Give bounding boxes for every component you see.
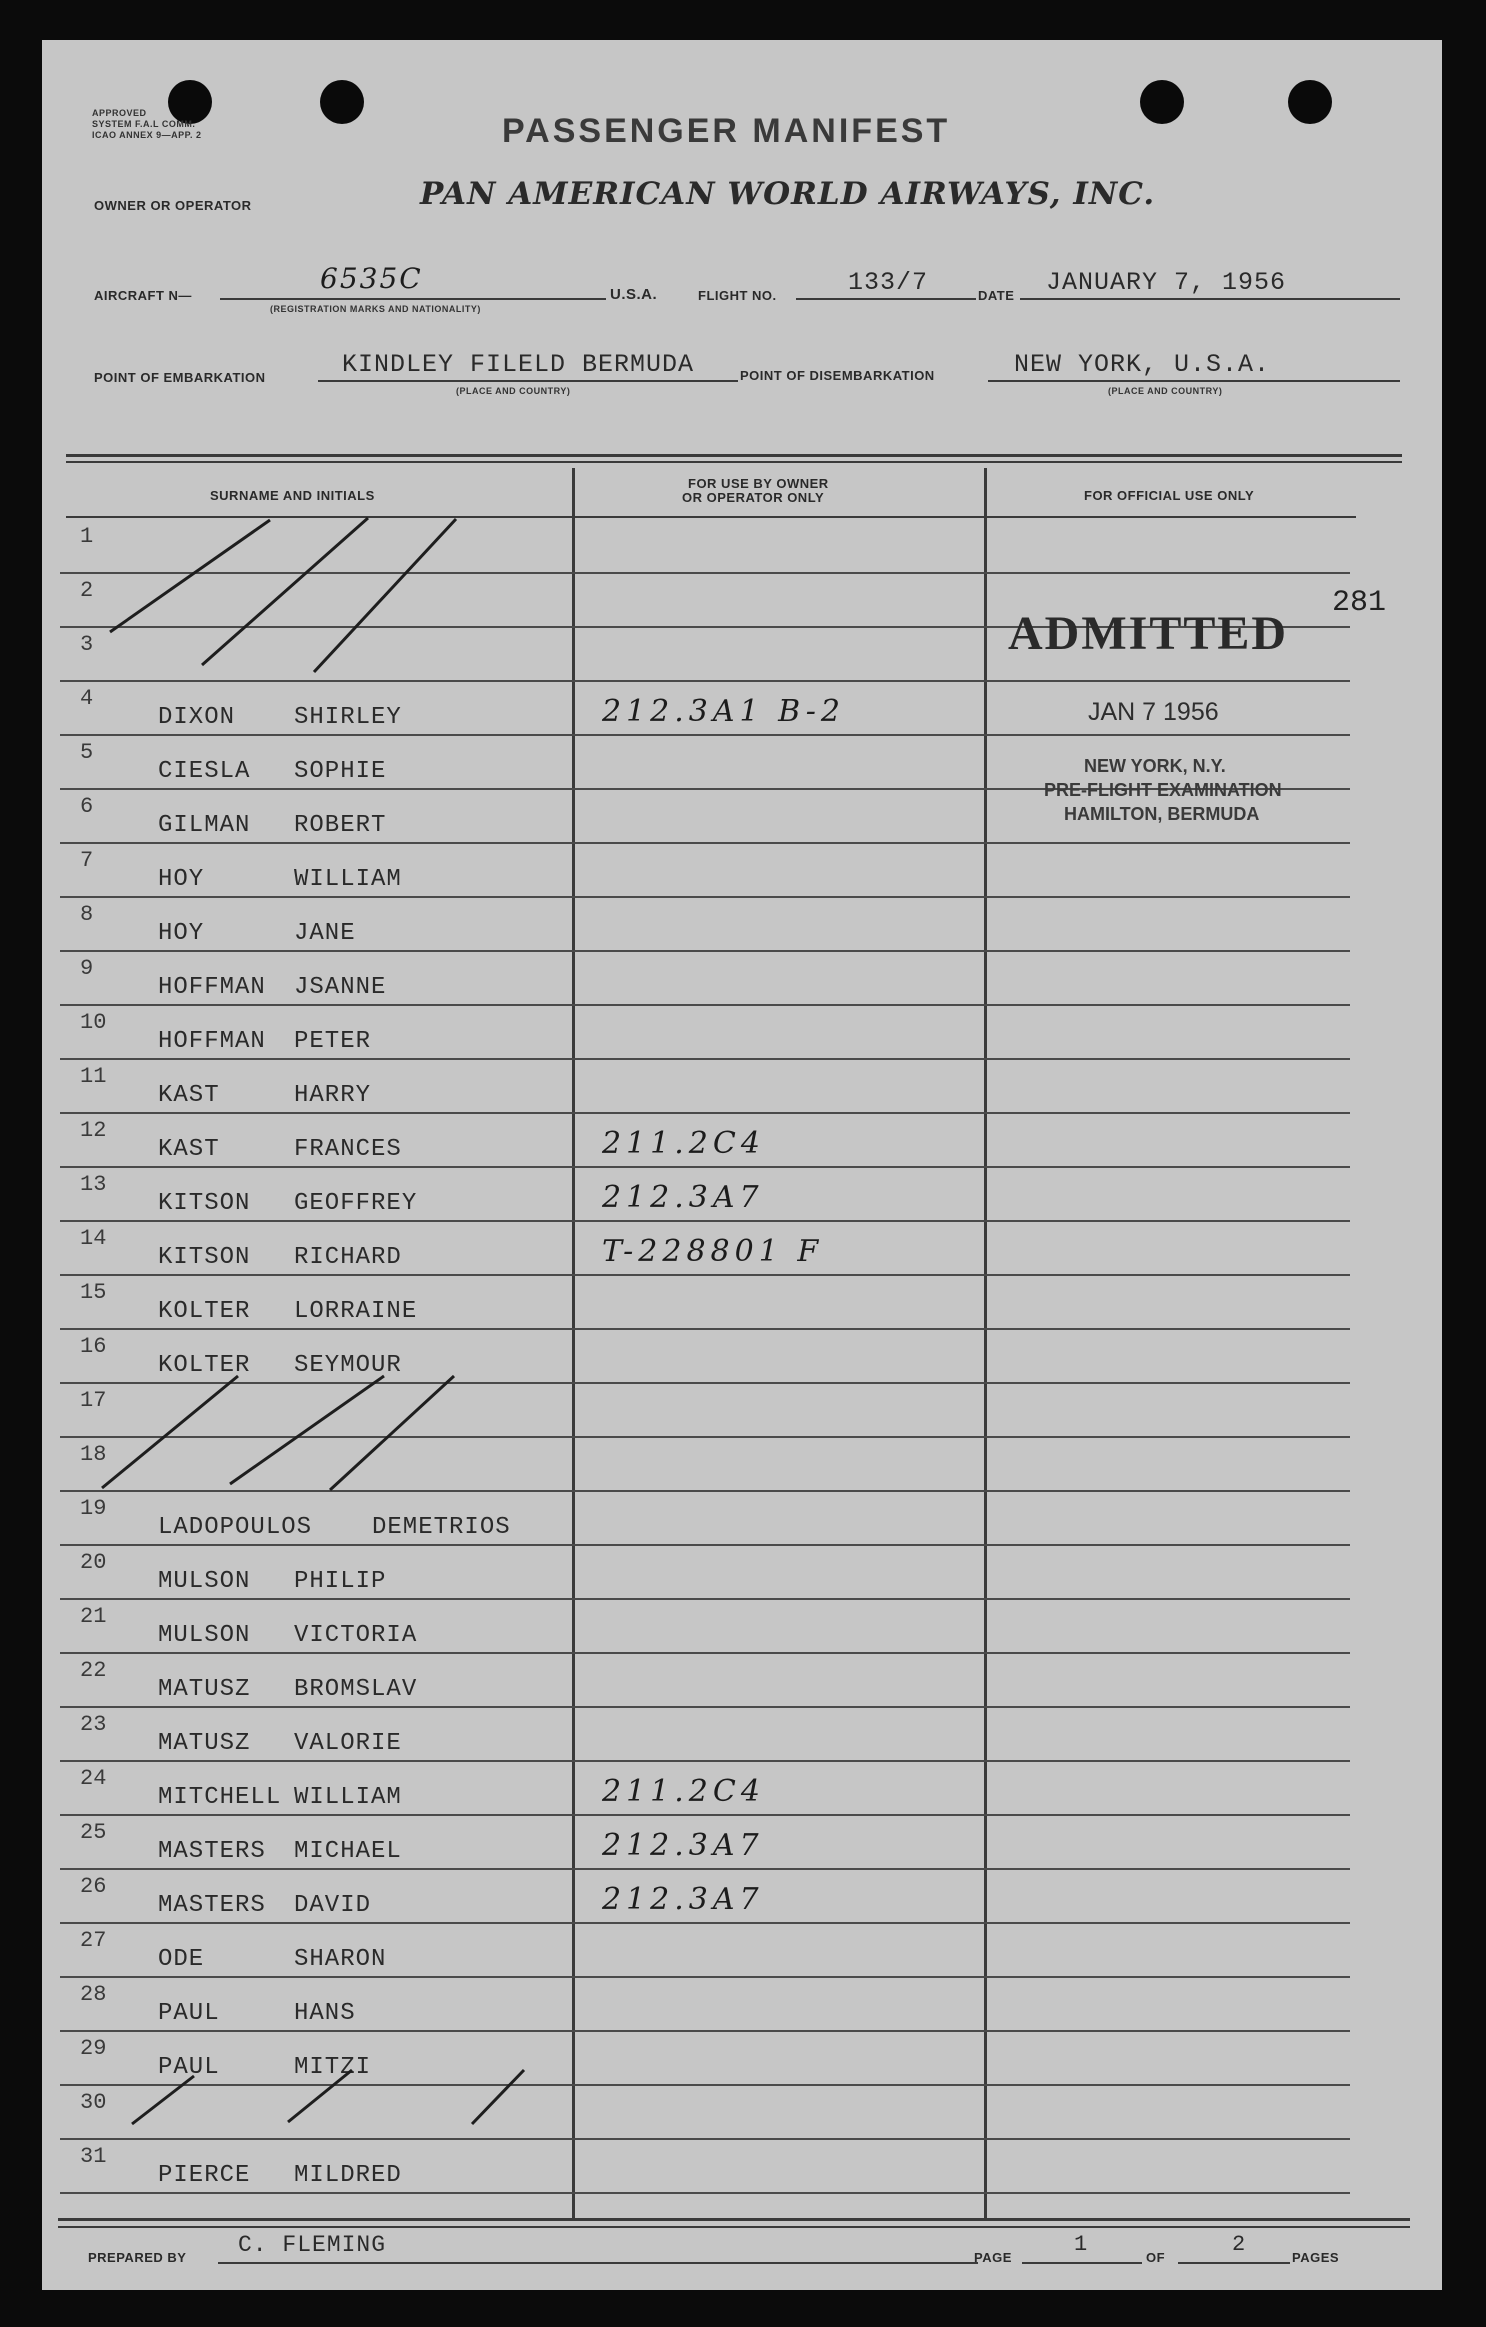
passenger-given-name: ROBERT	[294, 812, 387, 839]
strike-mark	[102, 1376, 238, 1488]
prepared-underline	[218, 2262, 978, 2264]
passenger-given-name: VALORIE	[294, 1730, 402, 1757]
passenger-surname: MULSON	[158, 1622, 251, 1649]
passenger-given-name: MICHAEL	[294, 1838, 402, 1865]
row-number: 8	[80, 902, 94, 927]
row-number: 17	[80, 1388, 107, 1413]
row-number: 21	[80, 1604, 107, 1629]
passenger-given-name: VICTORIA	[294, 1622, 418, 1649]
passenger-given-name: MITZI	[294, 2054, 372, 2081]
row-number: 6	[80, 794, 94, 819]
stamp-line-2: PRE-FLIGHT EXAMINATION	[1044, 780, 1282, 800]
approval-line-3: ICAO ANNEX 9—APP. 2	[92, 130, 202, 140]
stamp-date: JAN 7 1956	[1088, 698, 1219, 726]
date-value: JANUARY 7, 1956	[1046, 268, 1287, 297]
strike-mark	[288, 2070, 352, 2122]
embark-label: POINT OF EMBARKATION	[94, 370, 266, 385]
owner-value: PAN AMERICAN WORLD AIRWAYS, INC.	[420, 176, 1156, 212]
strike-mark	[230, 1376, 384, 1484]
strike-mark	[132, 2076, 194, 2124]
passenger-given-name: BROMSLAV	[294, 1676, 418, 1703]
approval-line-2: SYSTEM F.A.L COMM.	[92, 119, 196, 129]
owner-use-entry: 212.3A1 B-2	[602, 694, 845, 729]
row-number: 27	[80, 1928, 107, 1953]
row-number: 20	[80, 1550, 107, 1575]
passenger-given-name: FRANCES	[294, 1136, 402, 1163]
owner-use-entry: 212.3A7	[602, 1828, 764, 1863]
row-number: 29	[80, 2036, 107, 2061]
pages-label: PAGES	[1292, 2250, 1340, 2265]
row-number: 25	[80, 1820, 107, 1845]
passenger-surname: GILMAN	[158, 812, 251, 839]
passenger-given-name: PHILIP	[294, 1568, 387, 1595]
disembark-caption: (PLACE AND COUNTRY)	[1108, 386, 1223, 396]
date-label: DATE	[978, 288, 1015, 303]
prepared-value: C. FLEMING	[238, 2232, 387, 2258]
owner-use-entry: 212.3A7	[602, 1180, 764, 1215]
col-official-header: FOR OFFICIAL USE ONLY	[1084, 488, 1255, 503]
row-number: 1	[80, 524, 94, 549]
row-number: 19	[80, 1496, 107, 1521]
disembark-value: NEW YORK, U.S.A.	[1014, 350, 1271, 379]
passenger-surname: KOLTER	[158, 1352, 251, 1379]
passenger-given-name: DAVID	[294, 1892, 372, 1919]
passenger-surname: KAST	[158, 1136, 220, 1163]
strike-mark	[110, 520, 270, 632]
col-owner-header-2: OR OPERATOR ONLY	[682, 490, 825, 505]
passenger-given-name: JANE	[294, 920, 356, 947]
row-number: 14	[80, 1226, 107, 1251]
row-number: 22	[80, 1658, 107, 1683]
flight-value: 133/7	[848, 268, 929, 297]
row-number: 16	[80, 1334, 107, 1359]
strike-mark	[202, 518, 368, 665]
passenger-surname: PAUL	[158, 2054, 220, 2081]
passenger-surname: ODE	[158, 1946, 205, 1973]
passenger-surname: HOY	[158, 866, 205, 893]
disembark-label: POINT OF DISEMBARKATION	[740, 368, 935, 383]
passenger-given-name: SHARON	[294, 1946, 387, 1973]
passenger-given-name: SOPHIE	[294, 758, 387, 785]
usa-label: U.S.A.	[610, 286, 658, 303]
passenger-given-name: RICHARD	[294, 1244, 402, 1271]
passenger-surname: HOY	[158, 920, 205, 947]
row-number: 4	[80, 686, 94, 711]
aircraft-value: 6535C	[320, 262, 423, 295]
row-number: 31	[80, 2144, 107, 2169]
passenger-surname: MATUSZ	[158, 1730, 251, 1757]
passenger-given-name: SHIRLEY	[294, 704, 402, 731]
passenger-surname: MULSON	[158, 1568, 251, 1595]
owner-use-entry: 212.3A7	[602, 1882, 764, 1917]
row-number: 23	[80, 1712, 107, 1737]
row-number: 7	[80, 848, 94, 873]
page-number-note: 281	[1332, 586, 1387, 620]
passenger-surname: PAUL	[158, 2000, 220, 2027]
row-number: 11	[80, 1064, 107, 1089]
row-number: 26	[80, 1874, 107, 1899]
passenger-given-name: LORRAINE	[294, 1298, 418, 1325]
passenger-surname: DIXON	[158, 704, 236, 731]
of-label: OF	[1146, 2250, 1166, 2265]
owner-use-entry: T-228801 F	[602, 1234, 824, 1269]
page-underline	[1022, 2262, 1142, 2264]
row-number: 12	[80, 1118, 107, 1143]
embark-caption: (PLACE AND COUNTRY)	[456, 386, 571, 396]
page-title: PASSENGER MANIFEST	[502, 112, 951, 150]
passenger-given-name: MILDRED	[294, 2162, 402, 2189]
row-number: 28	[80, 1982, 107, 2007]
table-bottom-rule	[58, 2218, 1410, 2221]
strike-mark	[330, 1376, 454, 1490]
strike-marks	[42, 40, 1442, 2290]
embark-value: KINDLEY FILELD BERMUDA	[342, 350, 695, 379]
prepared-label: PREPARED BY	[88, 2250, 187, 2265]
admitted-stamp: ADMITTED	[1008, 607, 1289, 660]
passenger-given-name: HANS	[294, 2000, 356, 2027]
row-number: 30	[80, 2090, 107, 2115]
row-number: 24	[80, 1766, 107, 1791]
passenger-given-name: WILLIAM	[294, 1784, 402, 1811]
passenger-surname: KITSON	[158, 1190, 251, 1217]
passenger-given-name: HARRY	[294, 1082, 372, 1109]
passenger-given-name: GEOFFREY	[294, 1190, 418, 1217]
row-number: 3	[80, 632, 94, 657]
passenger-given-name: WILLIAM	[294, 866, 402, 893]
passenger-surname: HOFFMAN	[158, 1028, 266, 1055]
of-underline	[1178, 2262, 1290, 2264]
row-number: 15	[80, 1280, 107, 1305]
stamp-line-3: HAMILTON, BERMUDA	[1064, 804, 1260, 824]
passenger-surname: MASTERS	[158, 1892, 266, 1919]
row-number: 10	[80, 1010, 107, 1035]
aircraft-label: AIRCRAFT N—	[94, 288, 192, 303]
passenger-given-name: SEYMOUR	[294, 1352, 402, 1379]
owner-use-entry: 211.2C4	[602, 1774, 765, 1809]
page-value: 1	[1074, 2232, 1089, 2257]
passenger-surname: MATUSZ	[158, 1676, 251, 1703]
col-owner-header-1: FOR USE BY OWNER	[688, 476, 829, 491]
strike-mark	[314, 519, 456, 672]
row-number: 9	[80, 956, 94, 981]
flight-label: FLIGHT NO.	[698, 288, 777, 303]
passenger-surname: PIERCE	[158, 2162, 251, 2189]
row-number: 13	[80, 1172, 107, 1197]
passenger-given-name: PETER	[294, 1028, 372, 1055]
passenger-surname: KOLTER	[158, 1298, 251, 1325]
passenger-given-name: DEMETRIOS	[372, 1514, 511, 1541]
row-number: 18	[80, 1442, 107, 1467]
passenger-surname: MASTERS	[158, 1838, 266, 1865]
row-number: 5	[80, 740, 94, 765]
col-surname-header: SURNAME AND INITIALS	[210, 488, 375, 503]
manifest-sheet	[42, 40, 1442, 2290]
registration-caption: (REGISTRATION MARKS AND NATIONALITY)	[270, 304, 481, 314]
passenger-surname: MITCHELL	[158, 1784, 282, 1811]
passenger-given-name: JSANNE	[294, 974, 387, 1001]
passenger-surname: LADOPOULOS	[158, 1514, 313, 1541]
table-bottom-rule	[58, 2226, 1410, 2228]
passenger-surname: KITSON	[158, 1244, 251, 1271]
approval-line-1: APPROVED	[92, 108, 147, 118]
owner-use-entry: 211.2C4	[602, 1126, 765, 1161]
passenger-surname: CIESLA	[158, 758, 251, 785]
of-value: 2	[1232, 2232, 1247, 2257]
passenger-surname: KAST	[158, 1082, 220, 1109]
stamp-line-1: NEW YORK, N.Y.	[1084, 756, 1226, 776]
owner-label: OWNER OR OPERATOR	[94, 198, 252, 213]
page-label: PAGE	[974, 2250, 1012, 2265]
strike-mark	[472, 2070, 524, 2124]
passenger-surname: HOFFMAN	[158, 974, 266, 1001]
row-number: 2	[80, 578, 94, 603]
